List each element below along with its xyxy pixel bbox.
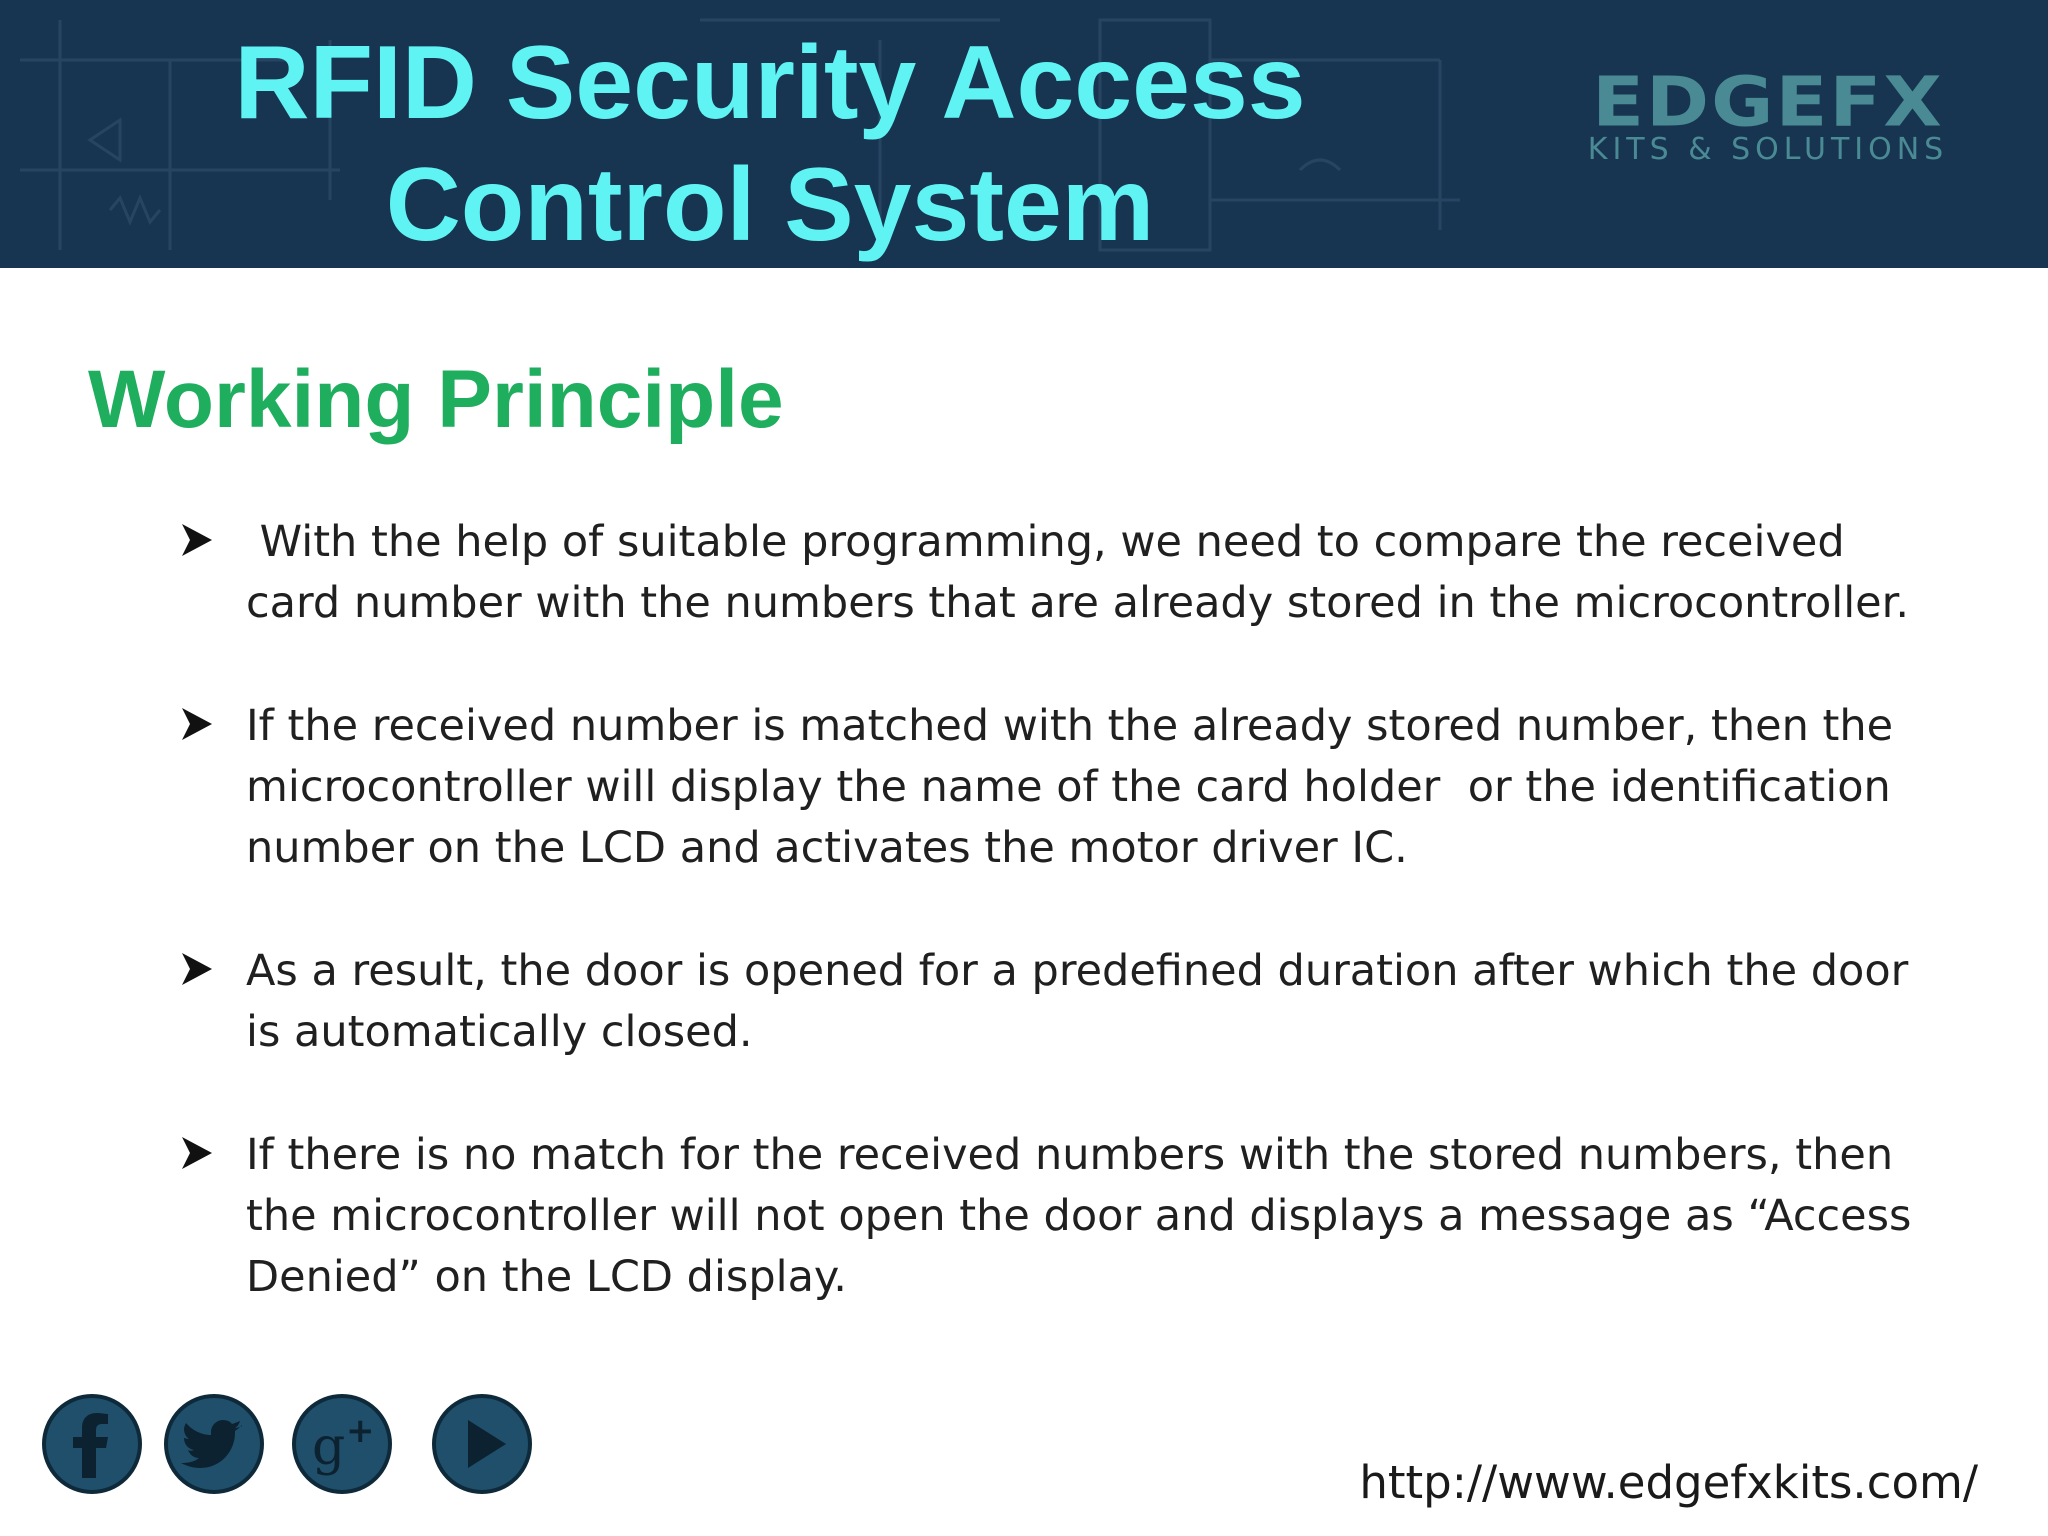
bullet-item	[180, 941, 1940, 1063]
bullet-text: With the help of suitable programming, we need to compare the received card number with the numbers that are already stored in the microcontroller.	[246, 517, 1910, 628]
logo-tagline: KITS & SOLUTIONS	[1587, 132, 1949, 167]
arrow-bullet-icon	[180, 1135, 214, 1171]
bullet-text: As a result, the door is opened for a predefined duration after which the door is automatically closed.	[246, 946, 1922, 1057]
section-title: Working Principle	[88, 354, 784, 445]
arrow-bullet-icon	[180, 522, 214, 558]
header-banner	[0, 0, 2048, 268]
bullet-text: If the received number is matched with the already stored number, then the microcontroller will display the name of the card holder or the identification number on the LCD and activates the motor driver IC.	[246, 701, 1907, 873]
bullet-list	[180, 512, 1940, 1370]
edgefx-logo	[1568, 62, 1968, 172]
logo-wordmark: EDGEFX	[1592, 61, 1944, 142]
arrow-bullet-icon	[180, 706, 214, 742]
slide-title: RFID Security Access Control System	[234, 25, 1306, 263]
google-plus-icon[interactable]	[290, 1392, 394, 1496]
bullet-item	[180, 696, 1940, 879]
website-url: http://www.edgefxkits.com/	[1359, 1456, 1978, 1509]
arrow-bullet-icon	[180, 951, 214, 987]
youtube-play-icon[interactable]	[430, 1392, 534, 1496]
svg-text:+: +	[346, 1411, 375, 1451]
bullet-text: If there is no match for the received numbers with the stored numbers, then the microcontroller will not open the door and displays a message as “Access Denied” on the LCD display.	[246, 1130, 1926, 1302]
facebook-icon[interactable]	[40, 1392, 144, 1496]
twitter-icon[interactable]	[162, 1392, 266, 1496]
bullet-item	[180, 512, 1940, 634]
svg-text:g: g	[312, 1417, 346, 1477]
bullet-item	[180, 1125, 1940, 1308]
